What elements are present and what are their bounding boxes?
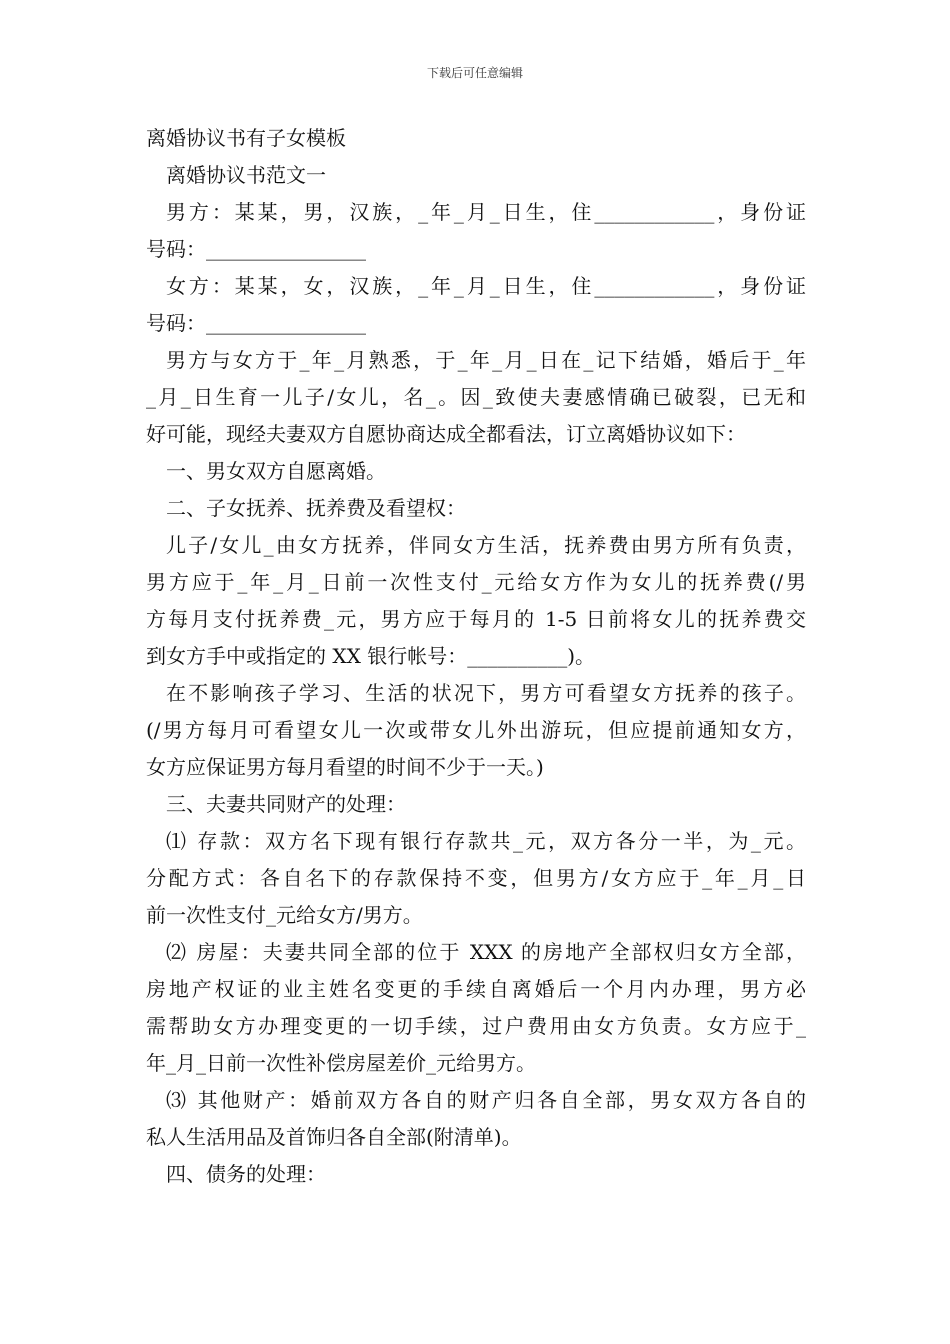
text-line: (/男方每月可看望女儿一次或带女儿外出游玩，但应提前通知女方，: [146, 718, 806, 742]
text-line: ⑴ 存款：双方名下现有银行存款共_元，双方各分一半，为_元。: [166, 829, 806, 853]
text-line: 号码：________________: [146, 237, 366, 261]
text-line: 儿子/女儿_由女方抚养，伴同女方生活，抚养费由男方所有负责，: [166, 533, 806, 557]
text-line: 男方：某某，男，汉族，_年_月_日生，住____________，身份证: [166, 200, 806, 224]
text-line: 二、子女抚养、抚养费及看望权：: [166, 496, 466, 520]
text-line: 离婚协议书范文一: [166, 163, 326, 187]
document-title: 离婚协议书有子女模板: [146, 126, 346, 150]
text-line: 女方应保证男方每月看望的时间不少于一天。): [146, 755, 544, 779]
text-line: 年_月_日前一次性补偿房屋差价_元给男方。: [146, 1051, 536, 1075]
text-line: 男方应于_年_月_日前一次性支付_元给女方作为女儿的抚养费(/男: [146, 570, 806, 594]
text-line: _月_日生育一儿子/女儿，名_。因_致使夫妻感情确已破裂，已无和: [146, 385, 806, 409]
text-line: 四、债务的处理：: [166, 1162, 326, 1186]
text-line: 方每月支付抚养费_元，男方应于每月的 1-5 日前将女儿的抚养费交: [146, 607, 806, 631]
text-line: 前一次性支付_元给女方/男方。: [146, 903, 423, 927]
text-line: ⑶ 其他财产：婚前双方各自的财产归各自全部，男女双方各自的: [166, 1088, 806, 1112]
text-line: 男方与女方于_年_月熟悉，于_年_月_日在_记下结婚，婚后于_年: [166, 348, 806, 372]
text-line: 到女方手中或指定的 XX 银行帐号：__________)。: [146, 644, 595, 668]
text-line: 三、夫妻共同财产的处理：: [166, 792, 406, 816]
document-body: [146, 120, 806, 1193]
text-line: 房地产权证的业主姓名变更的手续自离婚后一个月内办理，男方必: [146, 977, 806, 1001]
text-line: 女方：某某，女，汉族，_年_月_日生，住____________，身份证: [166, 274, 806, 298]
page-header: 下载后可任意编辑: [426, 66, 523, 80]
text-line: 一、男女双方自愿离婚。: [166, 459, 386, 483]
text-line: 在不影响孩子学习、生活的状况下，男方可看望女方抚养的孩子。: [166, 681, 806, 705]
text-line: ⑵ 房屋：夫妻共同全部的位于 XXX 的房地产全部权归女方全部，: [166, 940, 806, 964]
text-line: 分配方式：各自名下的存款保持不变，但男方/女方应于_年_月_日: [146, 866, 806, 890]
text-line: 需帮助女方办理变更的一切手续，过户费用由女方负责。女方应于_: [146, 1014, 806, 1038]
text-line: 私人生活用品及首饰归各自全部(附清单)。: [146, 1125, 522, 1149]
text-line: 号码：________________: [146, 311, 366, 335]
text-line: 好可能，现经夫妻双方自愿协商达成全都看法，订立离婚协议如下：: [146, 422, 746, 446]
